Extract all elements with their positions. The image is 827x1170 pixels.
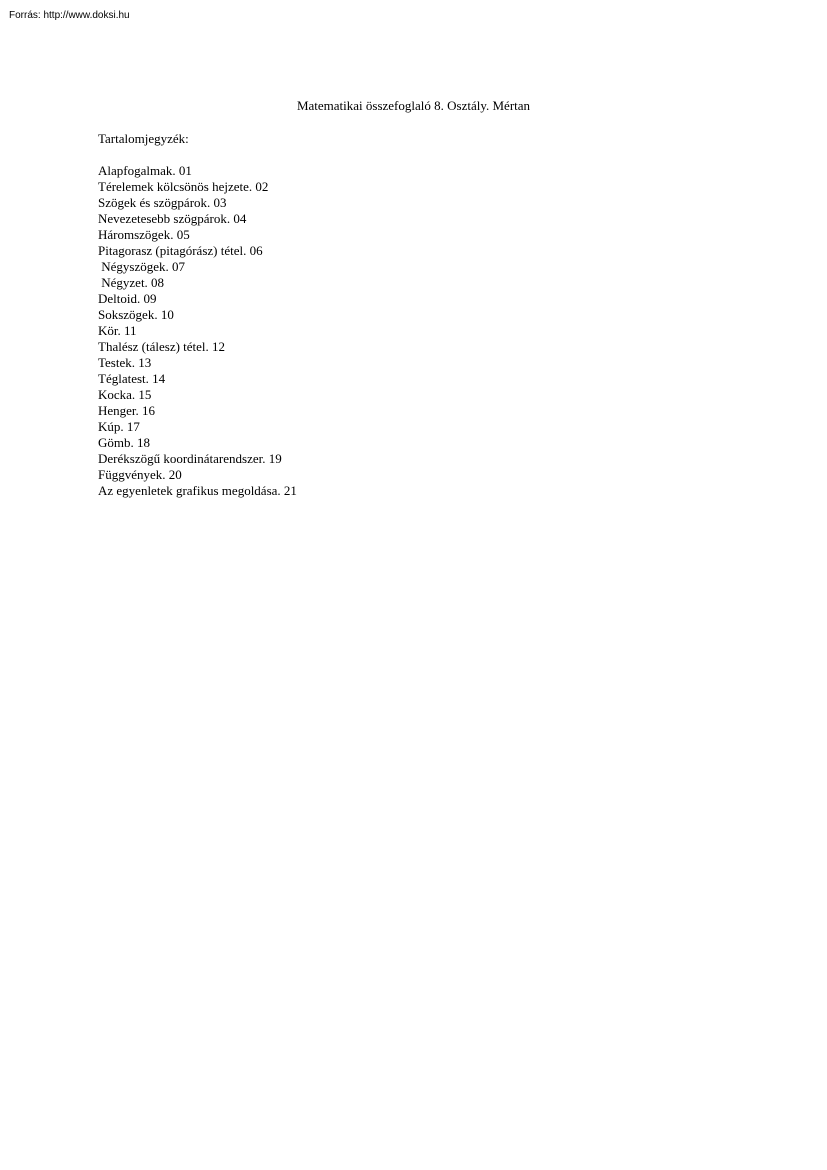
toc-entry: Sokszögek. 10 <box>98 307 174 322</box>
toc-entry: Kör. 11 <box>98 323 137 338</box>
page-title: Matematikai összefoglaló 8. Osztály. Mértan <box>296 98 531 113</box>
toc-entry: Négyzet. 08 <box>98 275 165 290</box>
toc-entry: Az egyenletek grafikus megoldása. 21 <box>98 483 297 498</box>
toc-entry: Derékszögű koordinátarendszer. 19 <box>98 451 282 466</box>
toc-entry: Gömb. 18 <box>98 435 150 450</box>
toc-entry: Alapfogalmak. 01 <box>98 163 192 178</box>
toc-entry: Kúp. 17 <box>98 419 140 434</box>
toc-entry: Deltoid. 09 <box>98 291 157 306</box>
toc-entry: Henger. 16 <box>98 403 156 418</box>
source-note: Forrás: http://www.doksi.hu <box>9 10 130 21</box>
toc-entry: Nevezetesebb szögpárok. 04 <box>98 211 247 226</box>
table-of-contents <box>98 163 297 499</box>
toc-entry: Téglatest. 14 <box>98 371 166 386</box>
toc-entry: Testek. 13 <box>98 355 152 370</box>
toc-entry: Szögek és szögpárok. 03 <box>98 195 227 210</box>
toc-heading: Tartalomjegyzék: <box>98 131 189 146</box>
toc-entry: Térelemek kölcsönös hejzete. 02 <box>98 179 269 194</box>
toc-entry: Háromszögek. 05 <box>98 227 190 242</box>
toc-entry: Kocka. 15 <box>98 387 152 402</box>
toc-entry: Függvények. 20 <box>98 467 182 482</box>
toc-entry: Pitagorasz (pitagórász) tétel. 06 <box>98 243 263 258</box>
toc-entry: Thalész (tálesz) tétel. 12 <box>98 339 226 354</box>
toc-entry: Négyszögek. 07 <box>98 259 186 274</box>
